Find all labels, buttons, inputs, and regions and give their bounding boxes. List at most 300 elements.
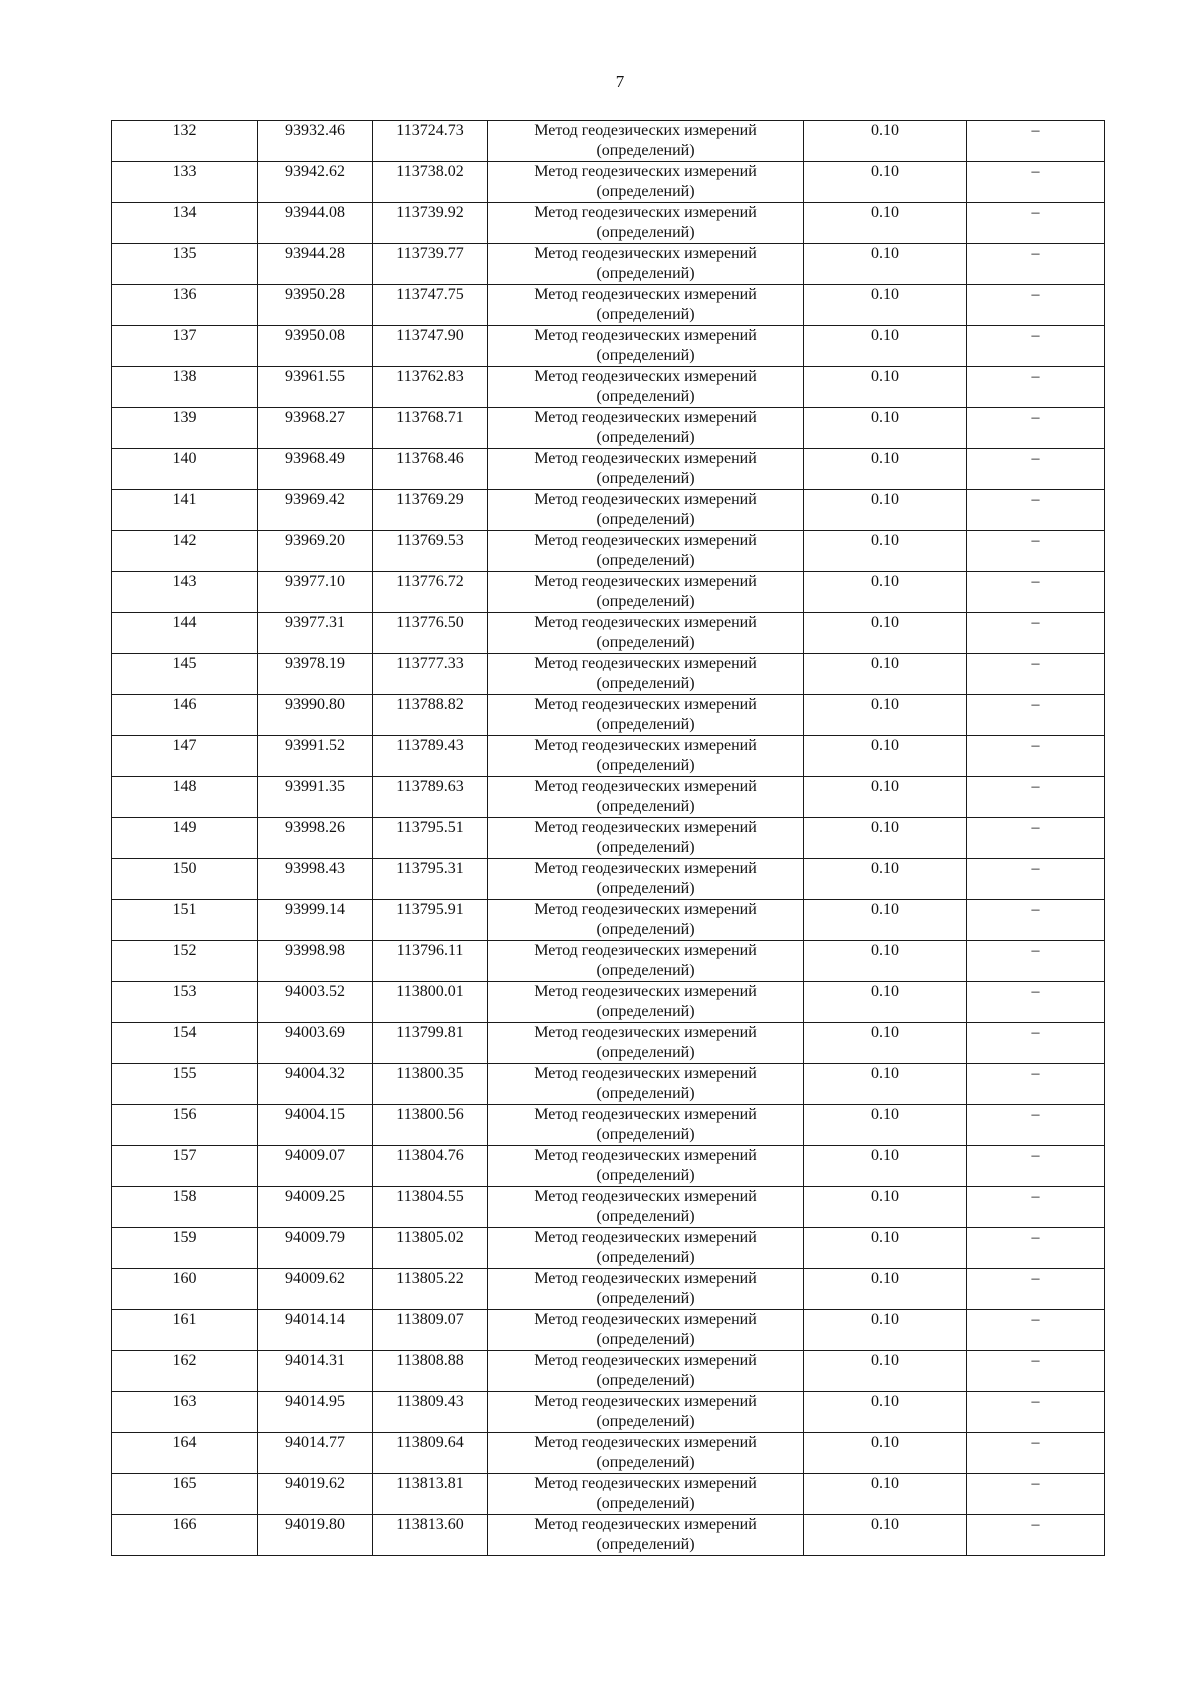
description-cell	[967, 490, 1105, 531]
description-value: –	[1031, 614, 1040, 631]
accuracy-value: 0.10	[871, 1188, 899, 1205]
point-number-cell	[112, 1474, 258, 1515]
y-coordinate: 113776.72	[396, 573, 464, 590]
y-coordinate: 113805.02	[396, 1229, 464, 1246]
y-coordinate-cell	[373, 408, 488, 449]
x-coordinate-cell	[258, 941, 373, 982]
y-coordinate-cell	[373, 490, 488, 531]
accuracy-cell	[804, 982, 967, 1023]
accuracy-value: 0.10	[871, 491, 899, 508]
x-coordinate-cell	[258, 736, 373, 777]
accuracy-cell	[804, 777, 967, 818]
description-cell	[967, 1351, 1105, 1392]
point-number: 150	[172, 860, 197, 877]
x-coordinate: 94009.79	[285, 1229, 345, 1246]
x-coordinate: 93998.26	[285, 819, 345, 836]
table-row	[112, 736, 1105, 777]
method-line-2: (определений)	[596, 716, 695, 733]
method-line-2: (определений)	[596, 388, 695, 405]
method-line-1: Метод геодезических измерений	[534, 860, 757, 877]
method-line-2: (определений)	[596, 347, 695, 364]
description-cell	[967, 736, 1105, 777]
x-coordinate-cell	[258, 900, 373, 941]
method-line-2: (определений)	[596, 880, 695, 897]
table-row	[112, 654, 1105, 695]
method-line-1: Метод геодезических измерений	[534, 614, 757, 631]
method-line-2: (определений)	[596, 1454, 695, 1471]
accuracy-cell	[804, 1105, 967, 1146]
y-coordinate-cell	[373, 1105, 488, 1146]
description-cell	[967, 1228, 1105, 1269]
method-line-1: Метод геодезических измерений	[534, 942, 757, 959]
accuracy-cell	[804, 531, 967, 572]
point-number: 147	[172, 737, 197, 754]
method-line-1: Метод геодезических измерений	[534, 573, 757, 590]
description-cell	[967, 1392, 1105, 1433]
x-coordinate: 93950.28	[285, 286, 345, 303]
table-row	[112, 613, 1105, 654]
point-number: 145	[172, 655, 197, 672]
accuracy-value: 0.10	[871, 942, 899, 959]
x-coordinate-cell	[258, 1023, 373, 1064]
method-cell	[488, 1228, 804, 1269]
x-coordinate-cell	[258, 490, 373, 531]
table-row	[112, 162, 1105, 203]
y-coordinate-cell	[373, 1064, 488, 1105]
method-cell	[488, 1269, 804, 1310]
description-value: –	[1031, 819, 1040, 836]
method-cell	[488, 818, 804, 859]
y-coordinate: 113776.50	[396, 614, 464, 631]
y-coordinate: 113809.64	[396, 1434, 464, 1451]
point-number: 159	[172, 1229, 197, 1246]
x-coordinate-cell	[258, 1351, 373, 1392]
point-number: 153	[172, 983, 197, 1000]
x-coordinate-cell	[258, 449, 373, 490]
accuracy-value: 0.10	[871, 696, 899, 713]
accuracy-cell	[804, 572, 967, 613]
description-cell	[967, 1474, 1105, 1515]
point-number: 141	[172, 491, 197, 508]
point-number: 135	[172, 245, 197, 262]
y-coordinate: 113768.71	[396, 409, 464, 426]
y-coordinate-cell	[373, 326, 488, 367]
y-coordinate-cell	[373, 1474, 488, 1515]
description-cell	[967, 818, 1105, 859]
point-number-cell	[112, 285, 258, 326]
method-line-1: Метод геодезических измерений	[534, 1188, 757, 1205]
accuracy-value: 0.10	[871, 1147, 899, 1164]
method-line-1: Метод геодезических измерений	[534, 286, 757, 303]
method-line-2: (определений)	[596, 675, 695, 692]
table-row	[112, 1433, 1105, 1474]
x-coordinate: 93991.52	[285, 737, 345, 754]
point-number: 157	[172, 1147, 197, 1164]
x-coordinate-cell	[258, 1187, 373, 1228]
description-value: –	[1031, 1188, 1040, 1205]
table-row	[112, 1064, 1105, 1105]
method-cell	[488, 162, 804, 203]
x-coordinate: 94009.25	[285, 1188, 345, 1205]
description-cell	[967, 326, 1105, 367]
method-cell	[488, 1023, 804, 1064]
y-coordinate-cell	[373, 736, 488, 777]
accuracy-value: 0.10	[871, 122, 899, 139]
point-number: 133	[172, 163, 197, 180]
y-coordinate-cell	[373, 982, 488, 1023]
description-value: –	[1031, 737, 1040, 754]
x-coordinate-cell	[258, 326, 373, 367]
description-cell	[967, 572, 1105, 613]
point-number: 160	[172, 1270, 197, 1287]
accuracy-cell	[804, 1146, 967, 1187]
x-coordinate: 93969.20	[285, 532, 345, 549]
accuracy-value: 0.10	[871, 450, 899, 467]
method-cell	[488, 1392, 804, 1433]
description-cell	[967, 1515, 1105, 1556]
y-coordinate: 113789.63	[396, 778, 464, 795]
method-line-1: Метод геодезических измерений	[534, 1229, 757, 1246]
x-coordinate-cell	[258, 1146, 373, 1187]
point-number: 140	[172, 450, 197, 467]
accuracy-cell	[804, 613, 967, 654]
point-number: 163	[172, 1393, 197, 1410]
y-coordinate-cell	[373, 613, 488, 654]
point-number: 152	[172, 942, 197, 959]
table-row	[112, 1392, 1105, 1433]
x-coordinate: 93968.49	[285, 450, 345, 467]
accuracy-cell	[804, 859, 967, 900]
method-line-2: (определений)	[596, 552, 695, 569]
point-number: 162	[172, 1352, 197, 1369]
x-coordinate: 93961.55	[285, 368, 345, 385]
description-value: –	[1031, 1434, 1040, 1451]
x-coordinate: 93942.62	[285, 163, 345, 180]
accuracy-value: 0.10	[871, 778, 899, 795]
point-number: 134	[172, 204, 197, 221]
y-coordinate: 113809.07	[396, 1311, 464, 1328]
description-cell	[967, 1105, 1105, 1146]
description-cell	[967, 941, 1105, 982]
description-value: –	[1031, 327, 1040, 344]
method-line-1: Метод геодезических измерений	[534, 532, 757, 549]
description-cell	[967, 449, 1105, 490]
accuracy-value: 0.10	[871, 368, 899, 385]
method-line-1: Метод геодезических измерений	[534, 163, 757, 180]
method-line-1: Метод геодезических измерений	[534, 245, 757, 262]
method-line-2: (определений)	[596, 634, 695, 651]
y-coordinate: 113796.11	[396, 942, 464, 959]
method-line-2: (определений)	[596, 1536, 695, 1553]
y-coordinate-cell	[373, 1023, 488, 1064]
method-line-1: Метод геодезических измерений	[534, 368, 757, 385]
accuracy-cell	[804, 1187, 967, 1228]
method-cell	[488, 572, 804, 613]
accuracy-cell	[804, 1310, 967, 1351]
description-cell	[967, 1269, 1105, 1310]
method-line-2: (определений)	[596, 1126, 695, 1143]
y-coordinate: 113777.33	[396, 655, 464, 672]
y-coordinate: 113789.43	[396, 737, 464, 754]
description-value: –	[1031, 1229, 1040, 1246]
point-number-cell	[112, 121, 258, 162]
method-line-2: (определений)	[596, 1044, 695, 1061]
x-coordinate: 94014.31	[285, 1352, 345, 1369]
x-coordinate-cell	[258, 1392, 373, 1433]
accuracy-value: 0.10	[871, 1393, 899, 1410]
y-coordinate: 113800.35	[396, 1065, 464, 1082]
accuracy-cell	[804, 1474, 967, 1515]
x-coordinate: 94004.15	[285, 1106, 345, 1123]
method-cell	[488, 408, 804, 449]
table-row	[112, 1023, 1105, 1064]
point-number-cell	[112, 203, 258, 244]
method-cell	[488, 490, 804, 531]
method-cell	[488, 695, 804, 736]
table-row	[112, 572, 1105, 613]
description-value: –	[1031, 860, 1040, 877]
x-coordinate-cell	[258, 654, 373, 695]
y-coordinate-cell	[373, 203, 488, 244]
point-number-cell	[112, 982, 258, 1023]
point-number-cell	[112, 1433, 258, 1474]
method-cell	[488, 203, 804, 244]
accuracy-value: 0.10	[871, 737, 899, 754]
point-number: 155	[172, 1065, 197, 1082]
method-line-2: (определений)	[596, 798, 695, 815]
description-value: –	[1031, 1393, 1040, 1410]
table-row	[112, 531, 1105, 572]
accuracy-value: 0.10	[871, 532, 899, 549]
y-coordinate: 113804.55	[396, 1188, 464, 1205]
y-coordinate-cell	[373, 531, 488, 572]
x-coordinate-cell	[258, 982, 373, 1023]
y-coordinate: 113769.29	[396, 491, 464, 508]
point-number-cell	[112, 1064, 258, 1105]
description-value: –	[1031, 1065, 1040, 1082]
accuracy-cell	[804, 1269, 967, 1310]
description-value: –	[1031, 942, 1040, 959]
method-cell	[488, 285, 804, 326]
accuracy-cell	[804, 490, 967, 531]
point-number-cell	[112, 1269, 258, 1310]
method-line-1: Метод геодезических измерений	[534, 737, 757, 754]
method-cell	[488, 613, 804, 654]
table-row	[112, 900, 1105, 941]
y-coordinate-cell	[373, 941, 488, 982]
point-number-cell	[112, 449, 258, 490]
accuracy-value: 0.10	[871, 614, 899, 631]
method-line-2: (определений)	[596, 224, 695, 241]
point-number-cell	[112, 162, 258, 203]
method-line-1: Метод геодезических измерений	[534, 1434, 757, 1451]
point-number: 143	[172, 573, 197, 590]
accuracy-cell	[804, 162, 967, 203]
x-coordinate-cell	[258, 244, 373, 285]
y-coordinate: 113799.81	[396, 1024, 464, 1041]
x-coordinate: 93969.42	[285, 491, 345, 508]
point-number-cell	[112, 490, 258, 531]
x-coordinate: 93968.27	[285, 409, 345, 426]
y-coordinate-cell	[373, 1187, 488, 1228]
method-cell	[488, 1105, 804, 1146]
point-number-cell	[112, 1351, 258, 1392]
description-cell	[967, 613, 1105, 654]
y-coordinate-cell	[373, 1392, 488, 1433]
method-line-1: Метод геодезических измерений	[534, 122, 757, 139]
description-value: –	[1031, 573, 1040, 590]
method-line-2: (определений)	[596, 1167, 695, 1184]
accuracy-value: 0.10	[871, 409, 899, 426]
point-number: 158	[172, 1188, 197, 1205]
y-coordinate: 113747.90	[396, 327, 464, 344]
x-coordinate: 94004.32	[285, 1065, 345, 1082]
y-coordinate-cell	[373, 859, 488, 900]
x-coordinate: 93999.14	[285, 901, 345, 918]
method-line-1: Метод геодезических измерений	[534, 327, 757, 344]
point-number-cell	[112, 900, 258, 941]
y-coordinate-cell	[373, 162, 488, 203]
point-number: 149	[172, 819, 197, 836]
x-coordinate: 94009.62	[285, 1270, 345, 1287]
method-line-1: Метод геодезических измерений	[534, 409, 757, 426]
point-number: 142	[172, 532, 197, 549]
x-coordinate: 93932.46	[285, 122, 345, 139]
point-number-cell	[112, 531, 258, 572]
description-value: –	[1031, 901, 1040, 918]
method-line-1: Метод геодезических измерений	[534, 1352, 757, 1369]
y-coordinate: 113747.75	[396, 286, 464, 303]
description-cell	[967, 244, 1105, 285]
method-line-2: (определений)	[596, 265, 695, 282]
y-coordinate-cell	[373, 900, 488, 941]
point-number-cell	[112, 367, 258, 408]
method-cell	[488, 1064, 804, 1105]
y-coordinate: 113813.81	[396, 1475, 464, 1492]
method-cell	[488, 449, 804, 490]
method-line-2: (определений)	[596, 1085, 695, 1102]
description-value: –	[1031, 1106, 1040, 1123]
method-line-2: (определений)	[596, 470, 695, 487]
method-line-1: Метод геодезических измерений	[534, 1393, 757, 1410]
accuracy-value: 0.10	[871, 1434, 899, 1451]
x-coordinate-cell	[258, 1474, 373, 1515]
accuracy-cell	[804, 449, 967, 490]
point-number: 165	[172, 1475, 197, 1492]
accuracy-value: 0.10	[871, 163, 899, 180]
description-value: –	[1031, 491, 1040, 508]
method-line-1: Метод геодезических измерений	[534, 1311, 757, 1328]
y-coordinate-cell	[373, 1269, 488, 1310]
accuracy-cell	[804, 695, 967, 736]
point-number-cell	[112, 1187, 258, 1228]
y-coordinate: 113768.46	[396, 450, 464, 467]
y-coordinate-cell	[373, 1433, 488, 1474]
point-number-cell	[112, 859, 258, 900]
point-number: 138	[172, 368, 197, 385]
y-coordinate: 113808.88	[396, 1352, 464, 1369]
x-coordinate-cell	[258, 1310, 373, 1351]
description-cell	[967, 408, 1105, 449]
table-row	[112, 818, 1105, 859]
accuracy-cell	[804, 1433, 967, 1474]
point-number-cell	[112, 1023, 258, 1064]
method-cell	[488, 1433, 804, 1474]
accuracy-cell	[804, 1392, 967, 1433]
y-coordinate-cell	[373, 1515, 488, 1556]
x-coordinate: 94019.62	[285, 1475, 345, 1492]
method-cell	[488, 654, 804, 695]
description-value: –	[1031, 1352, 1040, 1369]
y-coordinate-cell	[373, 1310, 488, 1351]
y-coordinate-cell	[373, 572, 488, 613]
x-coordinate: 93991.35	[285, 778, 345, 795]
y-coordinate: 113795.31	[396, 860, 464, 877]
description-value: –	[1031, 655, 1040, 672]
method-cell	[488, 736, 804, 777]
description-value: –	[1031, 409, 1040, 426]
table-row	[112, 1515, 1105, 1556]
table-row	[112, 490, 1105, 531]
table-row	[112, 1474, 1105, 1515]
method-line-1: Метод геодезических измерений	[534, 901, 757, 918]
method-line-2: (определений)	[596, 142, 695, 159]
method-cell	[488, 1351, 804, 1392]
method-cell	[488, 1474, 804, 1515]
method-line-2: (определений)	[596, 921, 695, 938]
x-coordinate-cell	[258, 1269, 373, 1310]
table-row	[112, 982, 1105, 1023]
table-body	[112, 121, 1105, 1556]
x-coordinate-cell	[258, 1064, 373, 1105]
accuracy-value: 0.10	[871, 1270, 899, 1287]
method-cell	[488, 1187, 804, 1228]
accuracy-value: 0.10	[871, 1065, 899, 1082]
y-coordinate-cell	[373, 121, 488, 162]
description-cell	[967, 900, 1105, 941]
point-number: 166	[172, 1516, 197, 1533]
accuracy-value: 0.10	[871, 1311, 899, 1328]
point-number: 154	[172, 1024, 197, 1041]
accuracy-value: 0.10	[871, 1516, 899, 1533]
method-cell	[488, 900, 804, 941]
x-coordinate: 93950.08	[285, 327, 345, 344]
y-coordinate: 113738.02	[396, 163, 464, 180]
y-coordinate: 113813.60	[396, 1516, 464, 1533]
accuracy-cell	[804, 1023, 967, 1064]
table-row	[112, 1228, 1105, 1269]
method-line-2: (определений)	[596, 962, 695, 979]
x-coordinate: 93944.08	[285, 204, 345, 221]
table-row	[112, 121, 1105, 162]
x-coordinate-cell	[258, 1433, 373, 1474]
description-value: –	[1031, 122, 1040, 139]
table-row	[112, 1146, 1105, 1187]
point-number-cell	[112, 654, 258, 695]
description-value: –	[1031, 286, 1040, 303]
table-row	[112, 203, 1105, 244]
description-cell	[967, 654, 1105, 695]
x-coordinate-cell	[258, 777, 373, 818]
method-cell	[488, 1515, 804, 1556]
x-coordinate-cell	[258, 613, 373, 654]
x-coordinate-cell	[258, 818, 373, 859]
description-cell	[967, 1023, 1105, 1064]
description-cell	[967, 367, 1105, 408]
y-coordinate: 113788.82	[396, 696, 464, 713]
description-cell	[967, 1433, 1105, 1474]
accuracy-value: 0.10	[871, 204, 899, 221]
